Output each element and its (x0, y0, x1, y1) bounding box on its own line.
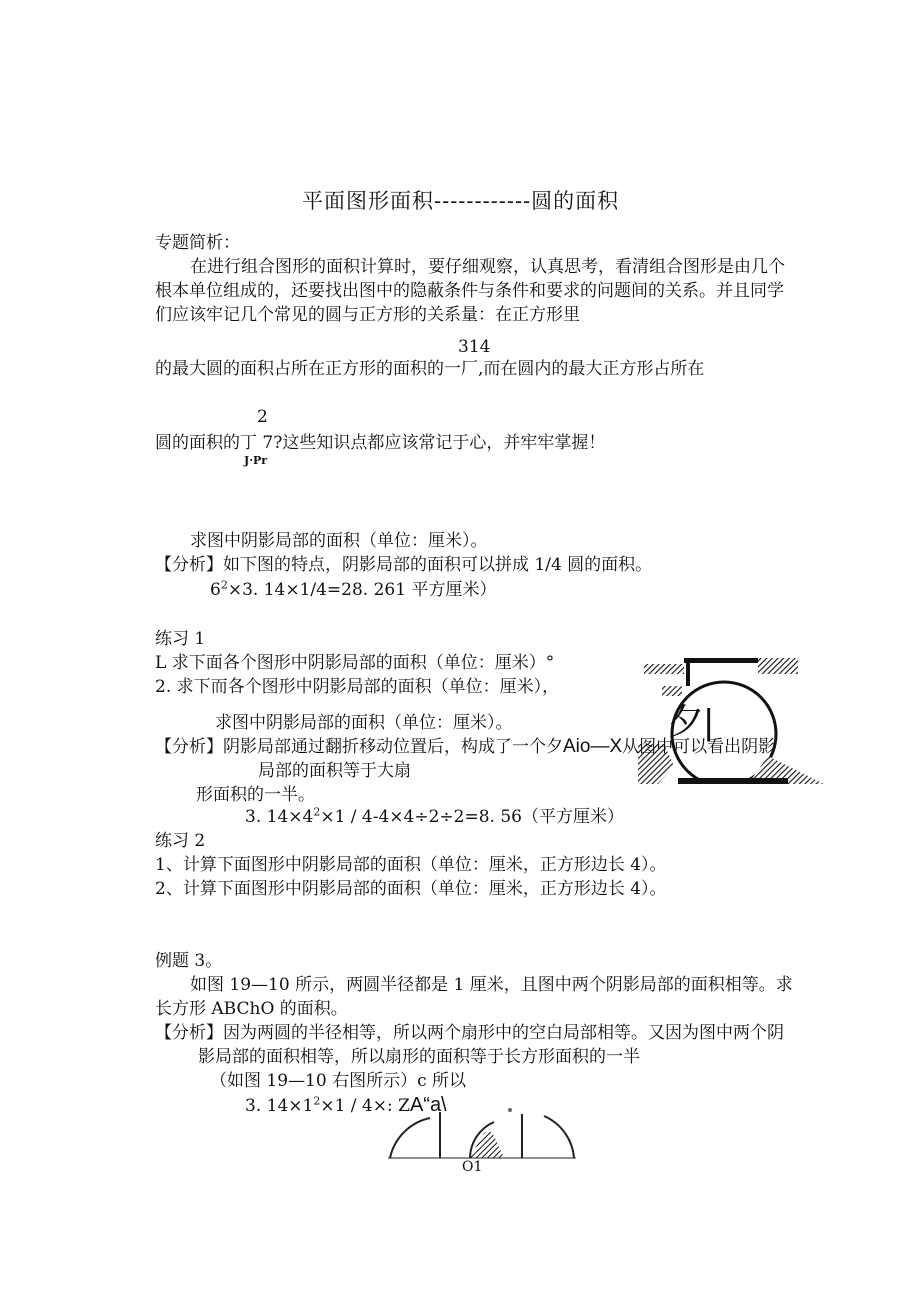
fraction-numerator-314: 314 (458, 337, 491, 357)
intro-label: 专题简析： (155, 233, 240, 253)
practice2-heading: 练习 2 (155, 831, 206, 851)
intro-paragraph-line-5: 圆的面积的丁 7?这些知识点都应该常记于心，并牢牢掌握！ (155, 433, 606, 453)
example3-analysis-line-2: 影局部的面积相等，所以扇形的面积等于长方形面积的一半 (198, 1047, 640, 1067)
intro-paragraph-line-4: 的最大圆的面积占所在正方形的面积的一厂,而在圆内的最大正方形占所在 (155, 359, 705, 379)
practice2-question-2: 2、计算下面图形中阴影局部的面积（单位：厘米，正方形边长 4）。 (155, 879, 667, 899)
practice1-question-2: 2. 求下而各个图形中阴影局部的面积（单位：厘米）， (155, 677, 560, 697)
practice1-heading: 练习 1 (155, 629, 206, 649)
point-mark (508, 1108, 512, 1112)
example3-calculation: 3. $14\times 1^2\times 1 / 4\times$: ZA“a\ (245, 1094, 447, 1116)
example2-figure (638, 656, 824, 784)
page-title: 平面图形面积------------圆的面积 (302, 189, 620, 213)
example1-question: 求图中阴影局部的面积（单位：厘米）。 (190, 531, 488, 551)
shaded-strip-top-left (644, 664, 684, 674)
intro-paragraph-line-3: 们应该牢记几个常见的圆与正方形的关系量：在正方形里 (155, 305, 580, 325)
example3-heading: 例题 3。 (155, 951, 223, 971)
example3-paragraph-line-1: 如图 19—10 所示，两圆半径都是 1 厘米，且图中两个阴影局部的面积相等。求 (190, 975, 793, 995)
right-circle-arc (544, 1116, 574, 1158)
shaded-lens (470, 1131, 504, 1158)
figure-glyph: 夕| (668, 701, 714, 742)
fraction-denominator: J·Pr (244, 454, 268, 467)
example3-analysis-line-1: 【分析】因为两圆的半径相等，所以两个扇形中的空白局部相等。又因为图中两个阴 (155, 1023, 784, 1043)
fraction-numerator-2: 2 (257, 407, 268, 427)
practice2-question-1: 1、计算下面图形中阴影局部的面积（单位：厘米，正方形边长 4）。 (155, 855, 667, 875)
example2-analysis-line-1: 【分析】阴影局部通过翻折移动位置后，构成了一个夕Aio—X从图中可以看出阴影 (155, 736, 776, 757)
example1-analysis: 【分析】如下图的特点，阴影局部的面积可以拼成 1/4 圆的面积。 (155, 555, 653, 575)
intro-paragraph-line-1: 在进行组合图形的面积计算时，要仔细观察，认真思考，看清组合图形是由几个 (190, 257, 785, 277)
practice1-question-1: L 求下面各个图形中阴影局部的面积（单位：厘米）° (155, 653, 555, 673)
example3-paragraph-line-2: 长方形 ABChO 的面积。 (155, 999, 348, 1019)
shaded-small-left (662, 686, 682, 696)
example2-question: 求图中阴影局部的面积（单位：厘米）。 (215, 713, 513, 733)
example2-analysis-line-2: 局部的面积等于大扇 (258, 761, 411, 781)
example2-analysis-line-3: 形面积的一半。 (196, 785, 315, 805)
example2-calculation: 3. $14\times 4^2\times 1 / 4-4\times 4\div 2\div 2=8$. 56（平方厘米） (245, 805, 624, 827)
left-circle-arc (390, 1118, 430, 1158)
bottom-edge-line (678, 778, 788, 784)
shaded-strip-top-right (758, 658, 798, 674)
example3-analysis-line-3: （如图 19—10 右图所示）c 所以 (210, 1071, 466, 1091)
intro-paragraph-line-2: 根本单位组成的，还要找出图中的隐蔽条件与条件和要求的问题间的关系。并且同学 (155, 281, 784, 301)
example1-calculation: $6^2\times 3$. 14×1/4=28. 261 平方厘米） (210, 578, 497, 600)
shaded-circle-figure (638, 656, 824, 784)
figure-label-o1: O1 (462, 1159, 483, 1175)
